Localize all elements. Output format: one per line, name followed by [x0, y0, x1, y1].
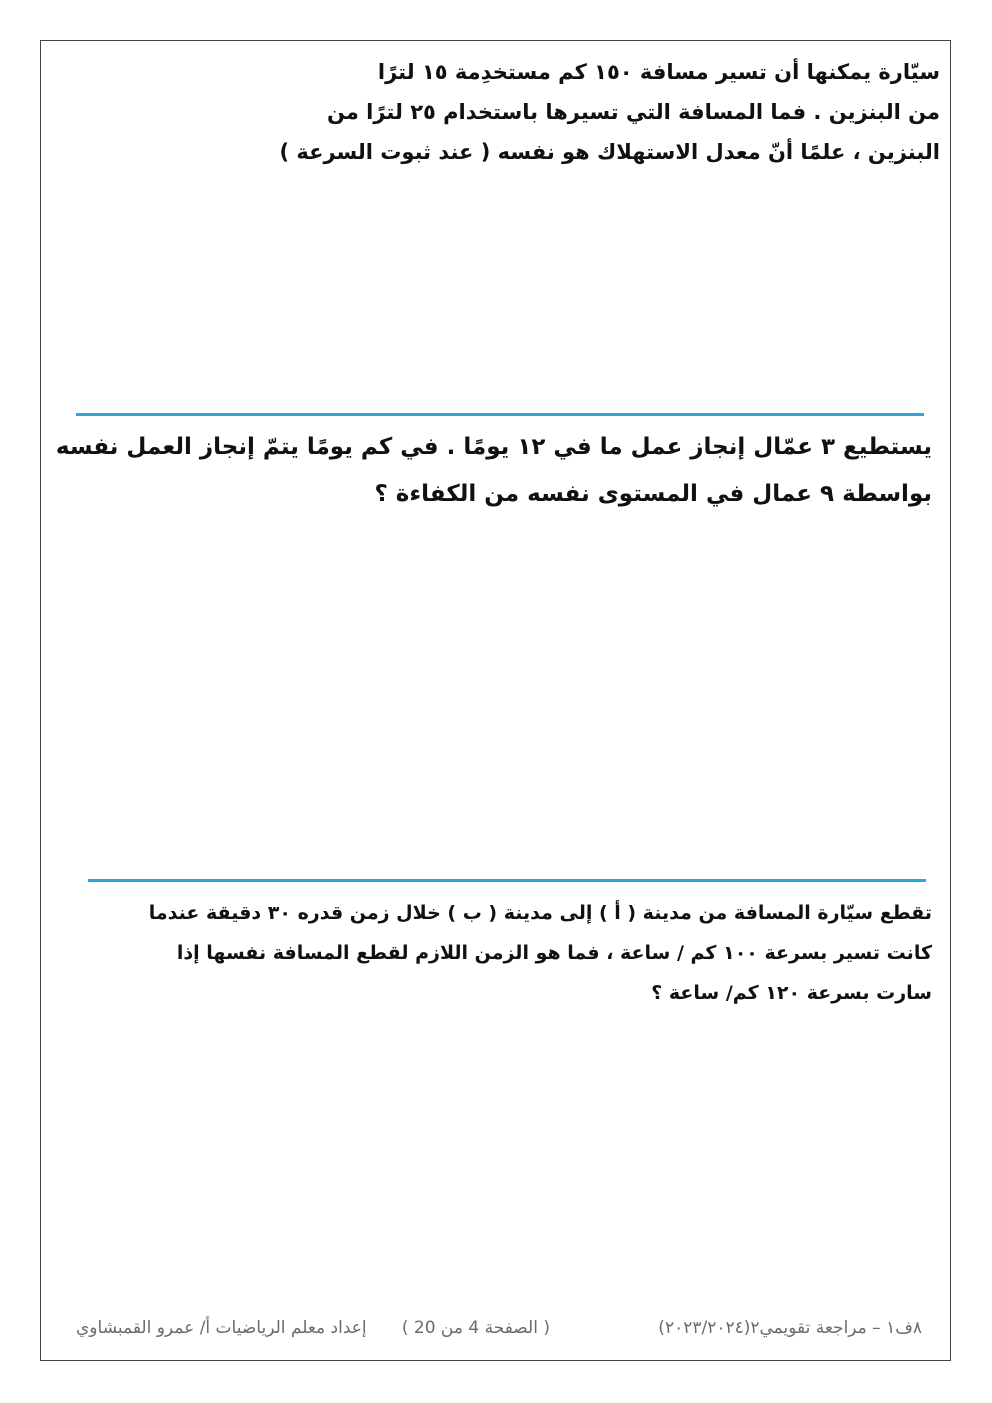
problem-line: سارت بسرعة ١٢٠ كم/ ساعة ؟: [651, 982, 932, 1004]
section-divider: [88, 879, 926, 882]
page-footer: [76, 1318, 922, 1348]
section-divider: [76, 413, 924, 416]
problem-line: كانت تسير بسرعة ١٠٠ كم / ساعة ، فما هو الزمن اللازم لقطع المسافة نفسها إذا: [176, 942, 932, 964]
problem-line: بواسطة ٩ عمال في المستوى نفسه من الكفاءة ؟: [374, 481, 932, 507]
problem-line: يستطيع ٣ عمّال إنجاز عمل ما في ١٢ يومًا . في كم يومًا يتمّ إنجاز العمل نفسه: [55, 434, 932, 460]
page-border: [40, 40, 951, 1361]
problem-line: البنزين ، علمًا أنّ معدل الاستهلاك هو نفسه ( عند ثبوت السرعة ): [279, 140, 940, 164]
problem-3-text: [149, 893, 932, 1013]
problem-line: تقطع سيّارة المسافة من مدينة ( أ ) إلى مدينة ( ب ) خلال زمن قدره ٣٠ دقيقة عندما: [148, 902, 932, 924]
problem-line: سيّارة يمكنها أن تسير مسافة ١٥٠ كم مستخدِمة ١٥ لترًا: [377, 60, 940, 84]
problem-1-text: [279, 52, 940, 172]
problem-line: من البنزين . فما المسافة التي تسيرها باستخدام ٢٥ لترًا من: [326, 100, 940, 124]
footer-course-title: ٨ف١ – مراجعة تقويمي٢(٢٠٢٣/٢٠٢٤): [658, 1318, 922, 1338]
footer-page-number: ( الصفحة 4 من 20 ): [401, 1318, 550, 1338]
problem-2-text: [56, 424, 932, 518]
footer-author: إعداد معلم الرياضيات أ/ عمرو القمبشاوي: [76, 1318, 367, 1338]
